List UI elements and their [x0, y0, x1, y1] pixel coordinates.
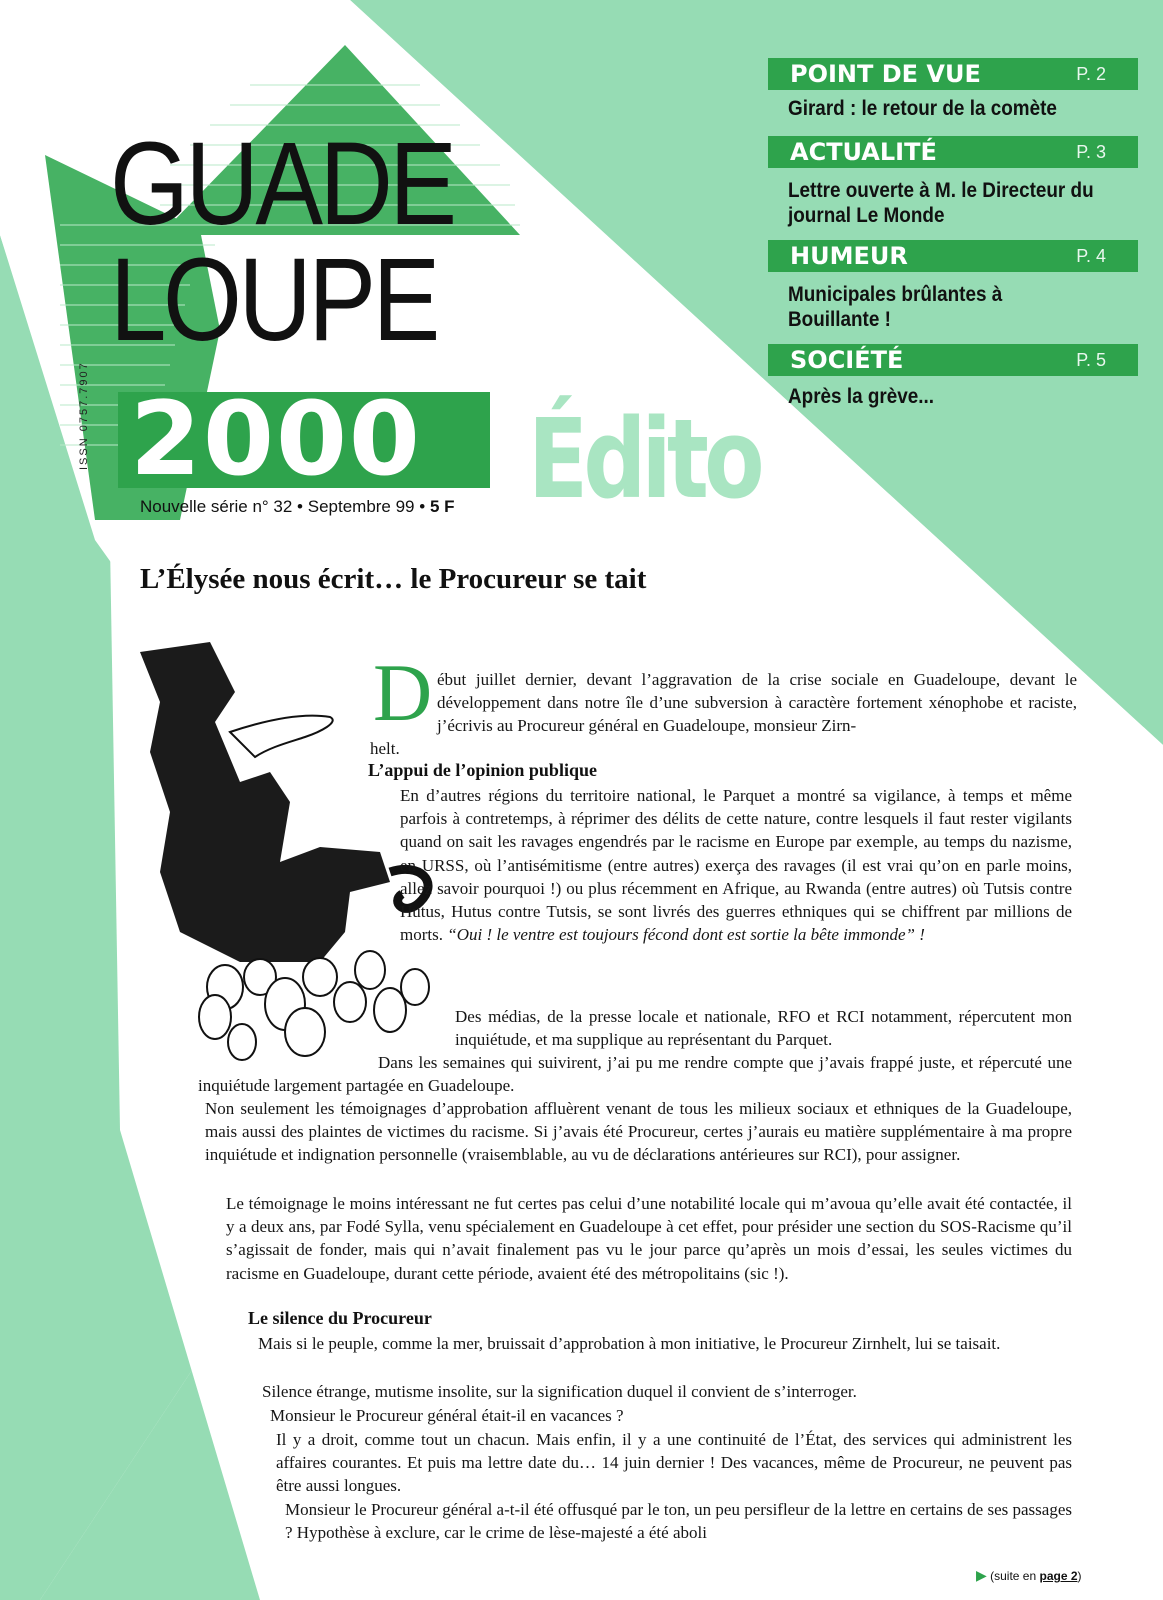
continued-prefix: (suite en	[990, 1569, 1037, 1583]
toc-page-number: P. 3	[1076, 142, 1106, 162]
masthead-line-guade: GUADE	[110, 118, 454, 250]
article-paragraph: Non seulement les témoignages d’approbation affluèrent venant de tous les milieux sociaux et ethniques de la Guadeloupe, mais aussi des plaintes de victimes du racisme. Si j’avais été Procureur, certes j’aurais eu matière supplémentaire à ma propre inquiétude et indignation personnelle (vraisemblable, au vu de déclarations antérieures sur RCI), pour assigner.	[205, 1099, 1072, 1165]
masthead-year: 2000	[130, 380, 422, 499]
toc-title[interactable]: Lettre ouverte à M. le Directeur du journal Le Monde	[788, 179, 1094, 227]
article-paragraph	[400, 784, 1072, 946]
toc-page-number: P. 2	[1076, 64, 1106, 84]
article-headline: L’Élysée nous écrit… le Procureur se tait	[140, 563, 647, 595]
arrow-right-icon: ▶	[976, 1567, 987, 1583]
drop-cap: D	[373, 647, 433, 738]
toc-title[interactable]: Après la grève...	[788, 385, 935, 408]
issue-info	[140, 497, 455, 517]
toc-title[interactable]: Municipales brûlantes à Bouillante !	[788, 283, 1003, 331]
toc-entry-actualite[interactable]	[768, 136, 1138, 168]
issue-number: Nouvelle série n° 32 • Septembre 99 •	[140, 497, 426, 516]
continued-suffix: )	[1077, 1569, 1082, 1583]
toc-page-number: P. 5	[1076, 350, 1106, 370]
toc-title[interactable]: Girard : le retour de la comète	[788, 97, 1057, 120]
masthead-line-loupe: LOUPE	[110, 234, 437, 366]
toc-section-label: SOCIÉTÉ	[790, 346, 904, 374]
article-paragraph: Des médias, de la presse locale et nationale, RFO et RCI notamment, répercutent mon inquiétude, et ma supplique au représentant du Parquet.	[455, 1007, 1072, 1050]
paragraph-quote: “Oui ! le ventre est toujours fécond dont est sortie la bête immonde” !	[447, 925, 925, 945]
article-paragraph: Silence étrange, mutisme insolite, sur la signification duquel il convient de s’interroger.	[262, 1382, 857, 1401]
paragraph-text: En d’autres régions du territoire national, le Parquet a montré sa vigilance, à temps et même parfois à contretemps, à réprimer des délits de cette nature, contre lesquels il faut rester vigilants quand on sait les ravages engendrés par le racisme en Europe par exemple, au temps du nazisme, en URSS, où l’antisémitisme (entre autres) exerça des ravages (il est vrai qu’on en parle moins, allez savoir pourquoi !) ou plus récemment en Afrique, au Rwanda (entre autres) où Tutsis contre Hutus, Hutus contre Tutsis, se sont livrés des guerres ethniques qui se chiffrent par millions de morts.	[400, 786, 1072, 945]
article-paragraph: Le témoignage le moins intéressant ne fut certes pas celui d’une notabilité locale qui m’avoua qu’elle avait été contactée, il y a deux ans, par Fodé Sylla, venu spécialement en Guadeloupe à cet effet, pour présider une section du SOS-Racisme qu’il s’agissait de fonder, mais qui n’avait finalement pas vu le jour parce qu’après un mois d’essai, les seules victimes du racisme en Guadeloupe, durant cette période, avaient été des métropolitains (sic !).	[226, 1194, 1072, 1283]
subhead-silence: Le silence du Procureur	[248, 1308, 432, 1328]
toc-entry-humeur[interactable]	[768, 240, 1138, 272]
intro-paragraph-end: helt.	[370, 739, 400, 758]
section-title-edito: Édito	[528, 395, 760, 523]
article-paragraph: Il y a droit, comme tout un chacun. Mais enfin, il y a une continuité de l’État, des services qui administrent les affaires courantes. Et puis ma lettre date du… 14 juin dernier ! Des vacances, même de Procureur, ne peuvent pas être aussi longues.	[276, 1430, 1072, 1496]
toc-entry-societe[interactable]	[768, 344, 1138, 376]
toc-section-label: ACTUALITÉ	[790, 138, 937, 166]
issn-code: ISSN 0757.7907	[78, 361, 90, 470]
toc-page-number: P. 4	[1076, 246, 1106, 266]
continued-page[interactable]: page 2	[1039, 1569, 1078, 1583]
toc-section-label: POINT DE VUE	[790, 60, 981, 88]
article-paragraph: Monsieur le Procureur général était-il en vacances ?	[270, 1406, 624, 1425]
intro-paragraph: ébut juillet dernier, devant l’aggravation de la crise sociale en Guadeloupe, devant le développement dans notre île d’une subversion à caractère fortement xénophobe et raciste, j’écrivis au Procureur général en Guadeloupe, monsieur Zirn-	[437, 670, 1077, 736]
article-paragraph: Dans les semaines qui suivirent, j’ai pu me rendre compte que j’avais frappé juste, et répercuté une inquiétude largement partagée en Guadeloupe.	[198, 1053, 1072, 1096]
subhead-opinion: L’appui de l’opinion publique	[368, 760, 597, 780]
article-paragraph: Monsieur le Procureur général a-t-il été offusqué par le ton, un peu persifleur de la lettre en certains de ses passages ? Hypothèse à exclure, car le crime de lèse-majesté a été aboli	[285, 1500, 1072, 1543]
article-paragraph: Mais si le peuple, comme la mer, bruissait d’approbation à mon initiative, le Procureur Zirnhelt, lui se taisait.	[258, 1334, 1001, 1353]
toc-entry-point-de-vue[interactable]	[768, 58, 1138, 90]
toc-section-label: HUMEUR	[790, 242, 908, 270]
continued-link[interactable]	[976, 1567, 1082, 1584]
issue-price: 5 F	[429, 497, 455, 516]
